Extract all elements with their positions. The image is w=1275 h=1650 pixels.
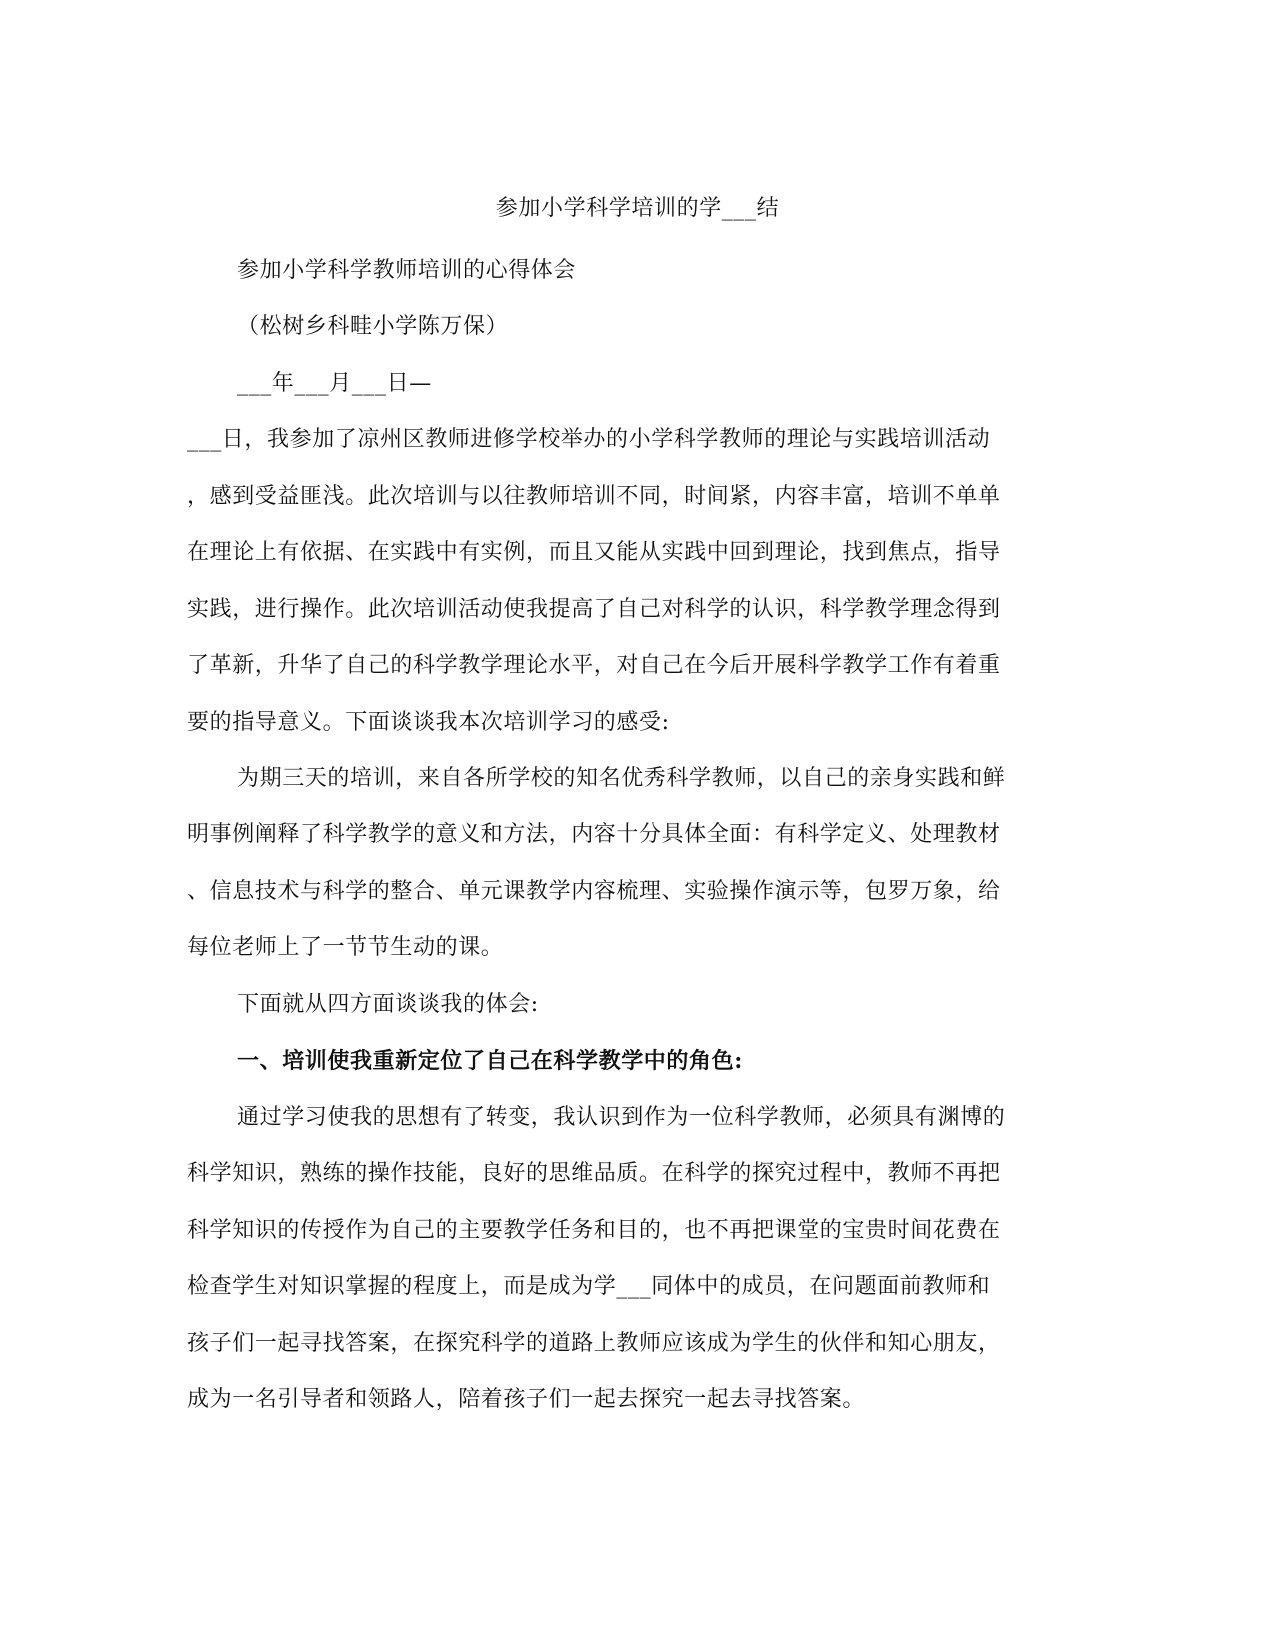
date-line: ___年___月___日— — [237, 371, 432, 396]
paragraph-line: ___日，我参加了凉州区教师进修学校举办的小学科学教师的理论与实践培训活动 — [187, 427, 991, 452]
paragraph-line: 检查学生对知识掌握的程度上，而是成为学___同体中的成员，在问题面前教师和 — [187, 1274, 991, 1299]
paragraph-line: 科学知识的传授作为自己的主要教学任务和目的，也不再把课堂的宝贵时间花费在 — [187, 1218, 1001, 1243]
document-subtitle: 参加小学科学教师培训的心得体会 — [237, 258, 577, 283]
paragraph-line: 、信息技术与科学的整合、单元课教学内容梳理、实验操作演示等，包罗万象，给 — [187, 879, 1001, 904]
paragraph-line: 孩子们一起寻找答案，在探究科学的道路上教师应该成为学生的伙伴和知心朋友， — [187, 1331, 1001, 1356]
section-heading: 一、培训使我重新定位了自己在科学教学中的角色: — [237, 1048, 743, 1074]
author-line: （松树乡科畦小学陈万保） — [237, 314, 509, 339]
paragraph-line: 科学知识，熟练的操作技能，良好的思维品质。在科学的探究过程中，教师不再把 — [187, 1161, 1001, 1186]
document-title: 参加小学科学培训的学___结 — [495, 196, 780, 221]
paragraph-line: 在理论上有依据、在实践中有实例，而且又能从实践中回到理论，找到焦点，指导 — [187, 540, 1001, 565]
paragraph-line: 成为一名引导者和领路人，陪着孩子们一起去探究一起去寻找答案。 — [187, 1387, 866, 1412]
paragraph-line: 通过学习使我的思想有了转变，我认识到作为一位科学教师，必须具有渊博的 — [237, 1105, 1006, 1130]
paragraph-line: ，感到受益匪浅。此次培训与以往教师培训不同，时间紧，内容丰富，培训不单单 — [187, 484, 1001, 509]
paragraph-line: 每位老师上了一节节生动的课。 — [187, 935, 504, 960]
paragraph-line: 要的指导意义。下面谈谈我本次培训学习的感受: — [187, 710, 670, 735]
paragraph-line: 实践，进行操作。此次培训活动使我提高了自己对科学的认识，科学教学理念得到 — [187, 597, 1001, 622]
paragraph-line: 了革新，升华了自己的科学教学理论水平，对自己在今后开展科学教学工作有着重 — [187, 653, 1001, 678]
paragraph-line: 为期三天的培训，来自各所学校的知名优秀科学教师，以自己的亲身实践和鲜 — [237, 766, 1006, 791]
paragraph-line: 明事例阐释了科学教学的意义和方法，内容十分具体全面：有科学定义、处理教材 — [187, 822, 1001, 847]
paragraph-line: 下面就从四方面谈谈我的体会: — [237, 992, 539, 1017]
